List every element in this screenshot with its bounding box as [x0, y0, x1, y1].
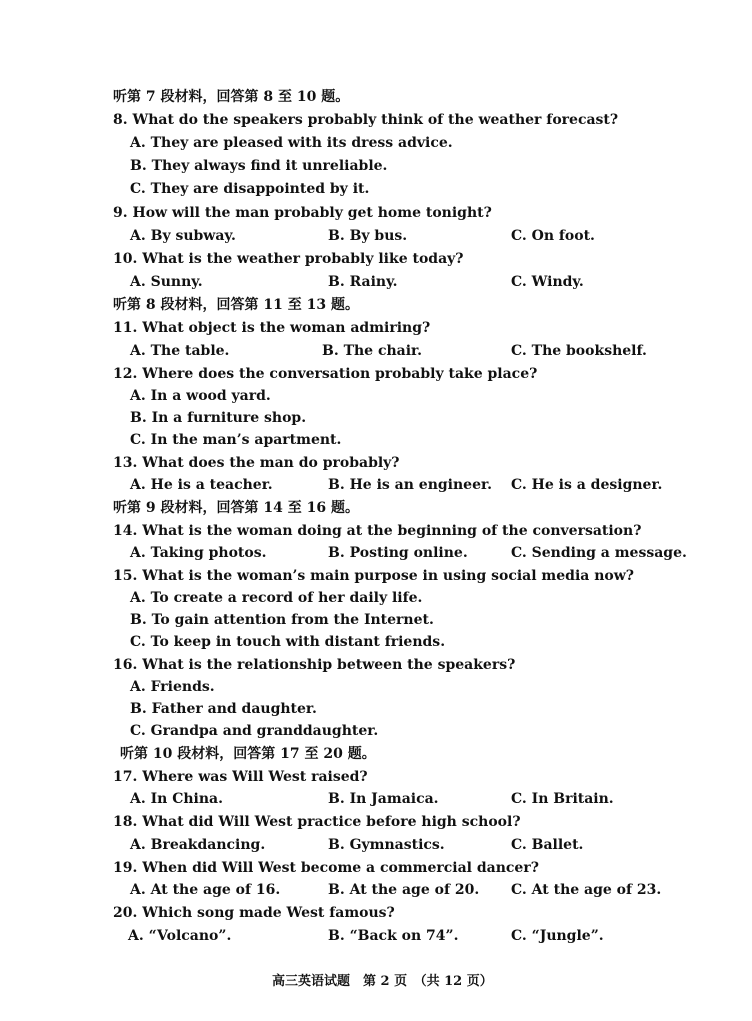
question-18-option-a: A. Breakdancing.	[130, 837, 266, 853]
question-11-option-a: A. The table.	[130, 343, 230, 359]
question-13-option-a: A. He is a teacher.	[130, 477, 273, 493]
question-20-option-a: A. “Volcano”.	[128, 928, 232, 944]
question-18-option-c: C. Ballet.	[511, 837, 584, 853]
question-9-stem: 9. How will the man probably get home tonight?	[113, 205, 492, 221]
question-16-option-a: A. Friends.	[130, 679, 215, 695]
question-14-option-a: A. Taking photos.	[130, 545, 267, 561]
question-9-option-b: B. By bus.	[328, 228, 408, 244]
question-12-stem: 12. Where does the conversation probably take place?	[113, 366, 538, 382]
question-8-option-c: C. They are disappointed by it.	[130, 181, 370, 197]
question-17-option-b: B. In Jamaica.	[328, 791, 439, 807]
question-17-stem: 17. Where was Will West raised?	[113, 769, 368, 785]
question-20-option-c: C. “Jungle”.	[511, 928, 604, 944]
question-8-stem: 8. What do the speakers probably think of the weather forecast?	[113, 112, 619, 128]
question-15-option-b: B. To gain attention from the Internet.	[130, 612, 434, 628]
question-13-stem: 13. What does the man do probably?	[113, 455, 400, 471]
section-heading-10: 听第 10 段材料，回答第 17 至 20 题。	[120, 746, 376, 762]
question-12-option-a: A. In a wood yard.	[130, 388, 271, 404]
question-13-option-c: C. He is a designer.	[511, 477, 663, 493]
question-11-stem: 11. What object is the woman admiring?	[113, 320, 431, 336]
question-17-option-a: A. In China.	[130, 791, 223, 807]
question-18-stem: 18. What did Will West practice before high school?	[113, 814, 521, 830]
question-15-option-c: C. To keep in touch with distant friends.	[130, 634, 446, 650]
question-10-option-a: A. Sunny.	[130, 274, 203, 290]
question-17-option-c: C. In Britain.	[511, 791, 614, 807]
question-15-stem: 15. What is the woman’s main purpose in using social media now?	[113, 568, 634, 584]
question-10-stem: 10. What is the weather probably like today?	[113, 251, 464, 267]
question-20-option-b: B. “Back on 74”.	[328, 928, 459, 944]
question-9-option-c: C. On foot.	[511, 228, 595, 244]
question-19-option-a: A. At the age of 16.	[130, 882, 281, 898]
question-14-option-c: C. Sending a message.	[511, 545, 687, 561]
question-11-option-b: B. The chair.	[322, 343, 423, 359]
question-9-option-a: A. By subway.	[130, 228, 236, 244]
question-8-option-b: B. They always find it unreliable.	[130, 158, 388, 174]
question-10-option-c: C. Windy.	[511, 274, 584, 290]
section-heading-9: 听第 9 段材料，回答第 14 至 16 题。	[113, 500, 359, 516]
question-19-option-c: C. At the age of 23.	[511, 882, 662, 898]
question-11-option-c: C. The bookshelf.	[511, 343, 647, 359]
question-16-option-b: B. Father and daughter.	[130, 701, 317, 717]
question-19-option-b: B. At the age of 20.	[328, 882, 480, 898]
question-16-option-c: C. Grandpa and granddaughter.	[130, 723, 379, 739]
question-18-option-b: B. Gymnastics.	[328, 837, 445, 853]
page-footer: 高三英语试题 第 2 页 （共 12 页）	[272, 974, 493, 989]
question-8-option-a: A. They are pleased with its dress advice.	[130, 135, 453, 151]
section-heading-7: 听第 7 段材料，回答第 8 至 10 题。	[113, 89, 350, 105]
question-19-stem: 19. When did Will West become a commercial dancer?	[113, 860, 539, 876]
question-13-option-b: B. He is an engineer.	[328, 477, 492, 493]
question-15-option-a: A. To create a record of her daily life.	[130, 590, 423, 606]
question-14-option-b: B. Posting online.	[328, 545, 468, 561]
question-12-option-c: C. In the man’s apartment.	[130, 432, 342, 448]
question-12-option-b: B. In a furniture shop.	[130, 410, 307, 426]
question-20-stem: 20. Which song made West famous?	[113, 905, 395, 921]
question-14-stem: 14. What is the woman doing at the beginning of the conversation?	[113, 523, 642, 539]
section-heading-8: 听第 8 段材料，回答第 11 至 13 题。	[113, 297, 359, 313]
question-10-option-b: B. Rainy.	[328, 274, 398, 290]
question-16-stem: 16. What is the relationship between the speakers?	[113, 657, 516, 673]
